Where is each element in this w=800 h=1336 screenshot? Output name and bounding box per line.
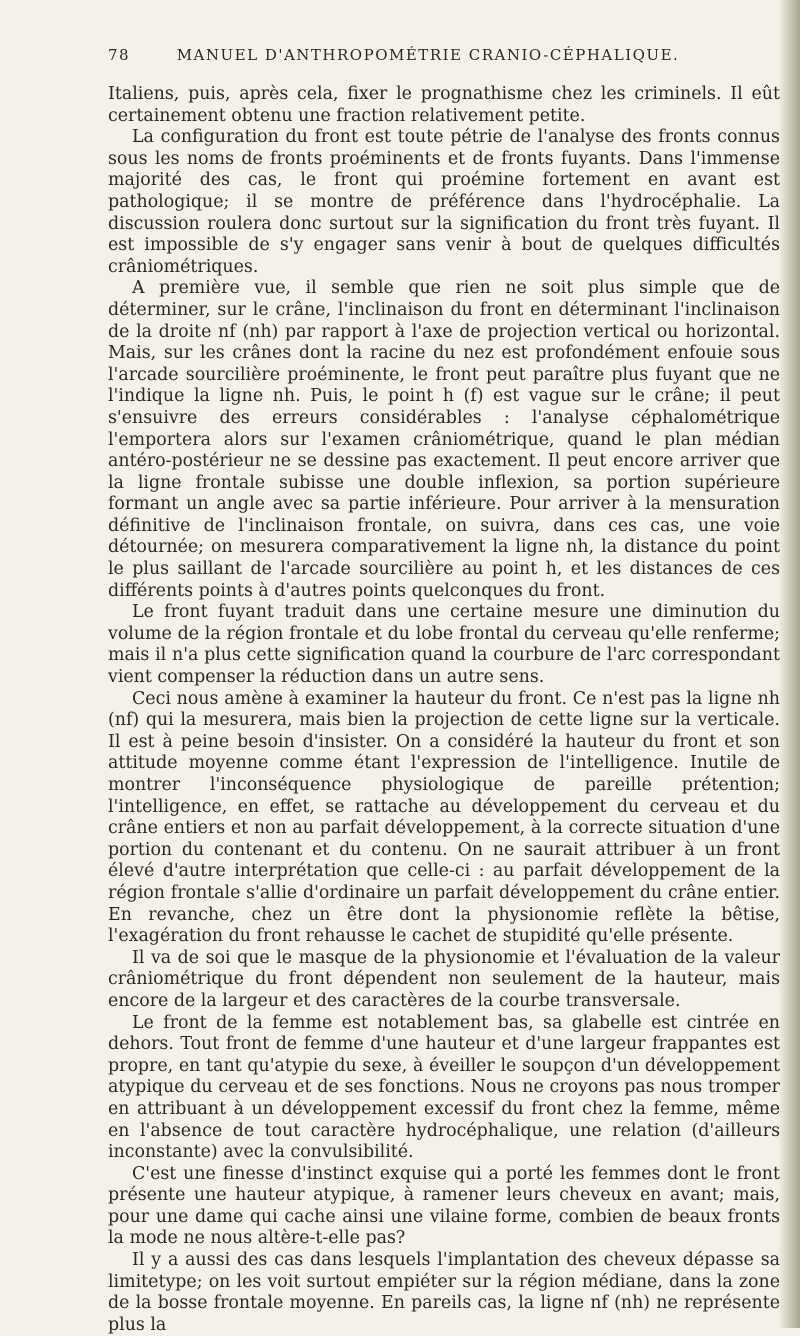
paragraph: Il va de soi que le masque de la physionomie et l'évaluation de la valeur crâniométrique du front dépendent non seulement de la hauteur, mais encore de la largeur et des caractères de la courbe transversale.	[108, 947, 780, 1011]
paragraph: La configuration du front est toute pétrie de l'analyse des fronts connus sous les noms de fronts proéminents et de fronts fuyants. Dans l'immense majorité des cas, le front qui proémine fortement en avant est pathologique; il se montre de préférence dans l'hydrocéphalie. La discussion roulera donc surtout sur la signification du front très fuyant. Il est impossible de s'y engager sans venir à bout de quelques difficultés crâniométriques.	[108, 127, 780, 277]
paragraph: A première vue, il semble que rien ne soit plus simple que de déterminer, sur le crâne, l'inclinaison du front en déterminant l'inclinaison de la droite nf (nh) par rapport à l'axe de projection vertical ou horizontal. Mais, sur les crânes dont la racine du nez est profondément enfouie sous l'arcade sourcilière proéminente, le front peut paraître plus fuyant que ne l'indique la ligne nh. Puis, le point h (f) est vague sur le crâne; il peut s'ensuivre des erreurs considérables : l'analyse céphalométrique l'emportera alors sur l'examen crâniométrique, quand le plan médian antéro-postérieur ne se dessine pas exactement. Il peut encore arriver que la ligne frontale subisse une double inflexion, sa portion supérieure formant un angle avec sa partie inférieure. Pour arriver à la mensuration définitive de l'inclinaison frontale, on suivra, dans ces cas, une voie détournée; on mesurera comparativement la ligne nh, la distance du point le plus saillant de l'arcade sourcilière au point h, et les distances de ces différents points à d'autres points quelconques du front.	[108, 278, 780, 601]
page-number: 78	[108, 46, 131, 64]
paragraph: C'est une finesse d'instinct exquise qui a porté les femmes dont le front présente une hauteur atypique, à ramener leurs cheveux en avant; mais, pour une dame qui cache ainsi une vilaine forme, combien de beaux fronts la mode ne nous altère-t-elle pas?	[108, 1163, 780, 1249]
page-edge-shadow	[778, 0, 800, 1328]
paragraph: Il y a aussi des cas dans lesquels l'implantation des cheveux dépasse sa limitetype; on les voit surtout empiéter sur la région médiane, dans la zone de la bosse frontale moyenne. En pareils cas, la ligne nf (nh) ne représente plus la	[108, 1250, 780, 1335]
paragraph: Le front fuyant traduit dans une certaine mesure une diminution du volume de la région frontale et du lobe frontal du cerveau qu'elle renferme; mais il n'a plus cette signification quand la courbure de l'arc correspondant vient compenser la réduction dans un autre sens.	[108, 602, 780, 688]
running-title: MANUEL D'ANTHROPOMÉTRIE CRANIO-CÉPHALIQUE.	[176, 46, 680, 64]
body-text	[108, 84, 780, 1336]
paragraph: Le front de la femme est notablement bas, sa glabelle est cintrée en dehors. Tout front de femme d'une hauteur et d'une largeur frappantes est propre, en tant qu'atypie du sexe, à éveiller le soupçon d'un développement atypique du cerveau et de ses fonctions. Nous ne croyons pas nous tromper en attribuant à un développement excessif du front chez la femme, même en l'absence de tout caractère hydrocéphalique, une relation (d'ailleurs inconstante) avec la convulsibilité.	[108, 1012, 780, 1163]
paragraph: Ceci nous amène à examiner la hauteur du front. Ce n'est pas la ligne nh (nf) qui la mesurera, mais bien la projection de cette ligne sur la verticale. Il est à peine besoin d'insister. On a considéré la hauteur du front et son attitude moyenne comme étant l'expression de l'intelligence. Inutile de montrer l'inconséquence physiologique de pareille prétention; l'intelligence, en effet, se rattache au développement du cerveau et du crâne entiers et non au parfait développement, à la correcte situation d'une portion du contenant et du contenu. On ne saurait attribuer à un front élevé d'autre interprétation que celle-ci : au parfait développement de la région frontale s'allie d'ordinaire un parfait développement du crâne entier. En revanche, chez un être dont la physionomie reflète la bêtise, l'exagération du front rehausse le cachet de stupidité qu'elle présente.	[108, 688, 780, 947]
page-header	[108, 46, 708, 64]
paragraph: Italiens, puis, après cela, fixer le prognathisme chez les criminels. Il eût certainement obtenu une fraction relativement petite.	[108, 84, 780, 126]
